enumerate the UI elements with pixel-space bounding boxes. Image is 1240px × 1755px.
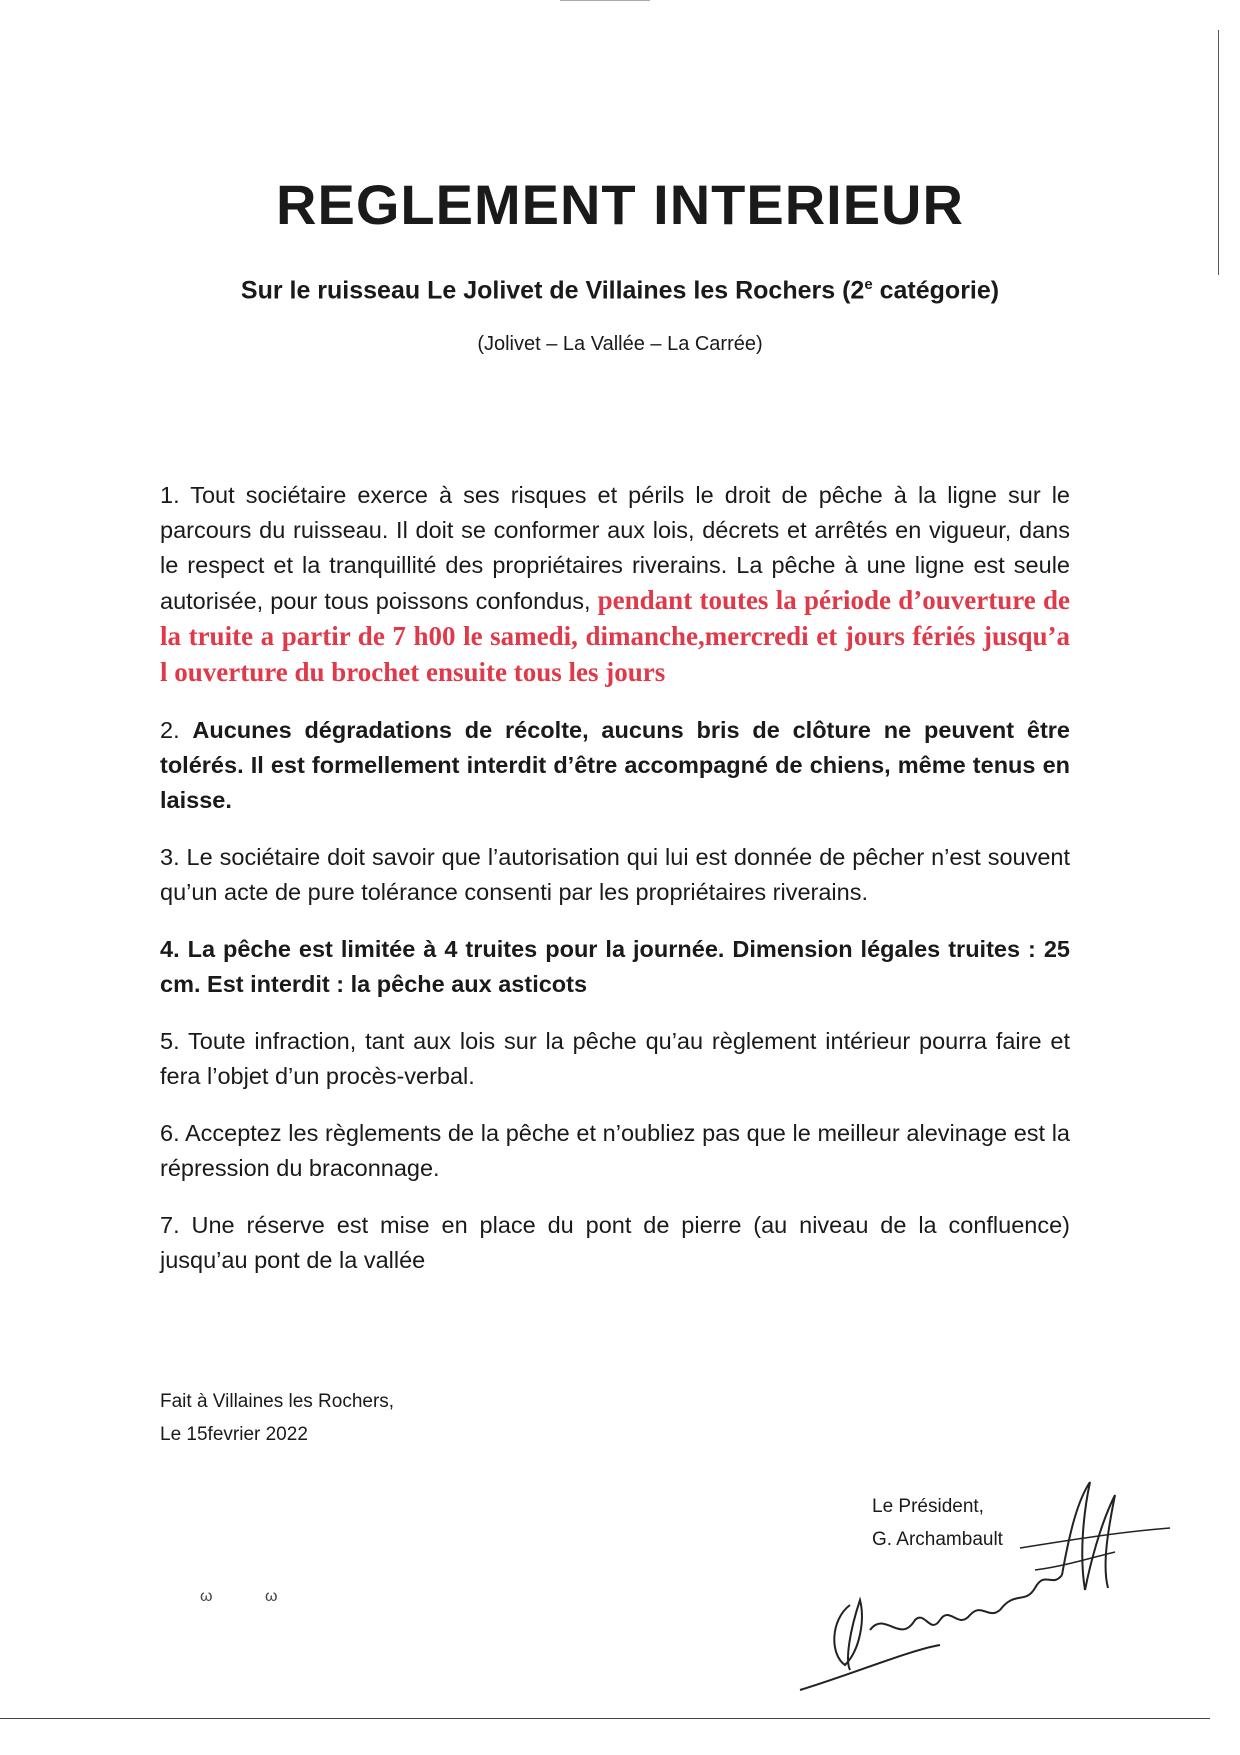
rule-7: 7. Une réserve est mise en place du pont de pierre (au niveau de la confluence) jusqu’au pont de la vallée (160, 1212, 1070, 1273)
rule-1-highlight: pendant toutes la période d’ouverture de la truite a partir de 7 h00 le samedi, dimanche,mercredi et jours fériés jusqu’a l ouverture du brochet ensuite tous les jours (160, 585, 1070, 687)
date-line: Le 15fevrier 2022 (160, 1424, 308, 1445)
signatory-name: G. Archambault (872, 1529, 1003, 1550)
scan-right-edge (1218, 30, 1219, 275)
rule-2-text: Aucunes dégradations de récolte, aucuns bris de clôture ne peuvent être tolérés. Il est formellement interdit d’être accompagné de chiens, même tenus en laisse. (160, 717, 1070, 813)
document-subtitle (0, 276, 1240, 305)
rule-6: 6. Acceptez les règlements de la pêche et n’oubliez pas que le meilleur alevinage est la répression du braconnage. (160, 1120, 1070, 1181)
document-title: REGLEMENT INTERIEUR (276, 173, 964, 236)
scan-mark-right: ω (265, 1588, 278, 1605)
scan-top-mark (560, 0, 650, 1)
rule-2 (160, 713, 1070, 818)
made-at-line: Fait à Villaines les Rochers, (160, 1391, 395, 1412)
rule-1 (160, 478, 1070, 691)
rule-1-text: 1. Tout sociétaire exerce à ses risques et périls le droit de pêche à la ligne sur le parcours du ruisseau. Il doit se conformer aux lois, décrets et arrêtés en vigueur, dans le respect et la tranquillité des propriétaires riverains. La pêche à une ligne est seule autorisée, pour tous poissons confondus, (160, 482, 1070, 614)
rule-3: 3. Le sociétaire doit savoir que l’autorisation qui lui est donnée de pêcher n’est souvent qu’un acte de pure tolérance consenti par les propriétaires riverains. (160, 844, 1070, 905)
rules-list (160, 478, 1070, 1300)
locations-line: (Jolivet – La Vallée – La Carrée) (477, 333, 763, 355)
handwritten-signature (790, 1470, 1190, 1700)
scan-mark-left: ω (200, 1588, 213, 1605)
place-date-block (160, 1385, 394, 1451)
rule-4: 4. La pêche est limitée à 4 truites pour la journée. Dimension légales truites : 25 cm. Est interdit : la pêche aux asticots (160, 936, 1070, 997)
rule-5: 5. Toute infraction, tant aux lois sur la pêche qu’au règlement intérieur pourra faire et fera l’objet d’un procès-verbal. (160, 1028, 1070, 1089)
scan-bottom-edge (0, 1718, 1210, 1719)
rule-2-number: 2. (160, 717, 193, 743)
subtitle-end: catégorie) (872, 276, 1000, 305)
signatory-role: Le Président, (872, 1496, 984, 1517)
subtitle-main: Sur le ruisseau Le Jolivet de Villaines les Rochers (2 (240, 276, 865, 305)
subtitle-superscript: e (864, 276, 873, 293)
